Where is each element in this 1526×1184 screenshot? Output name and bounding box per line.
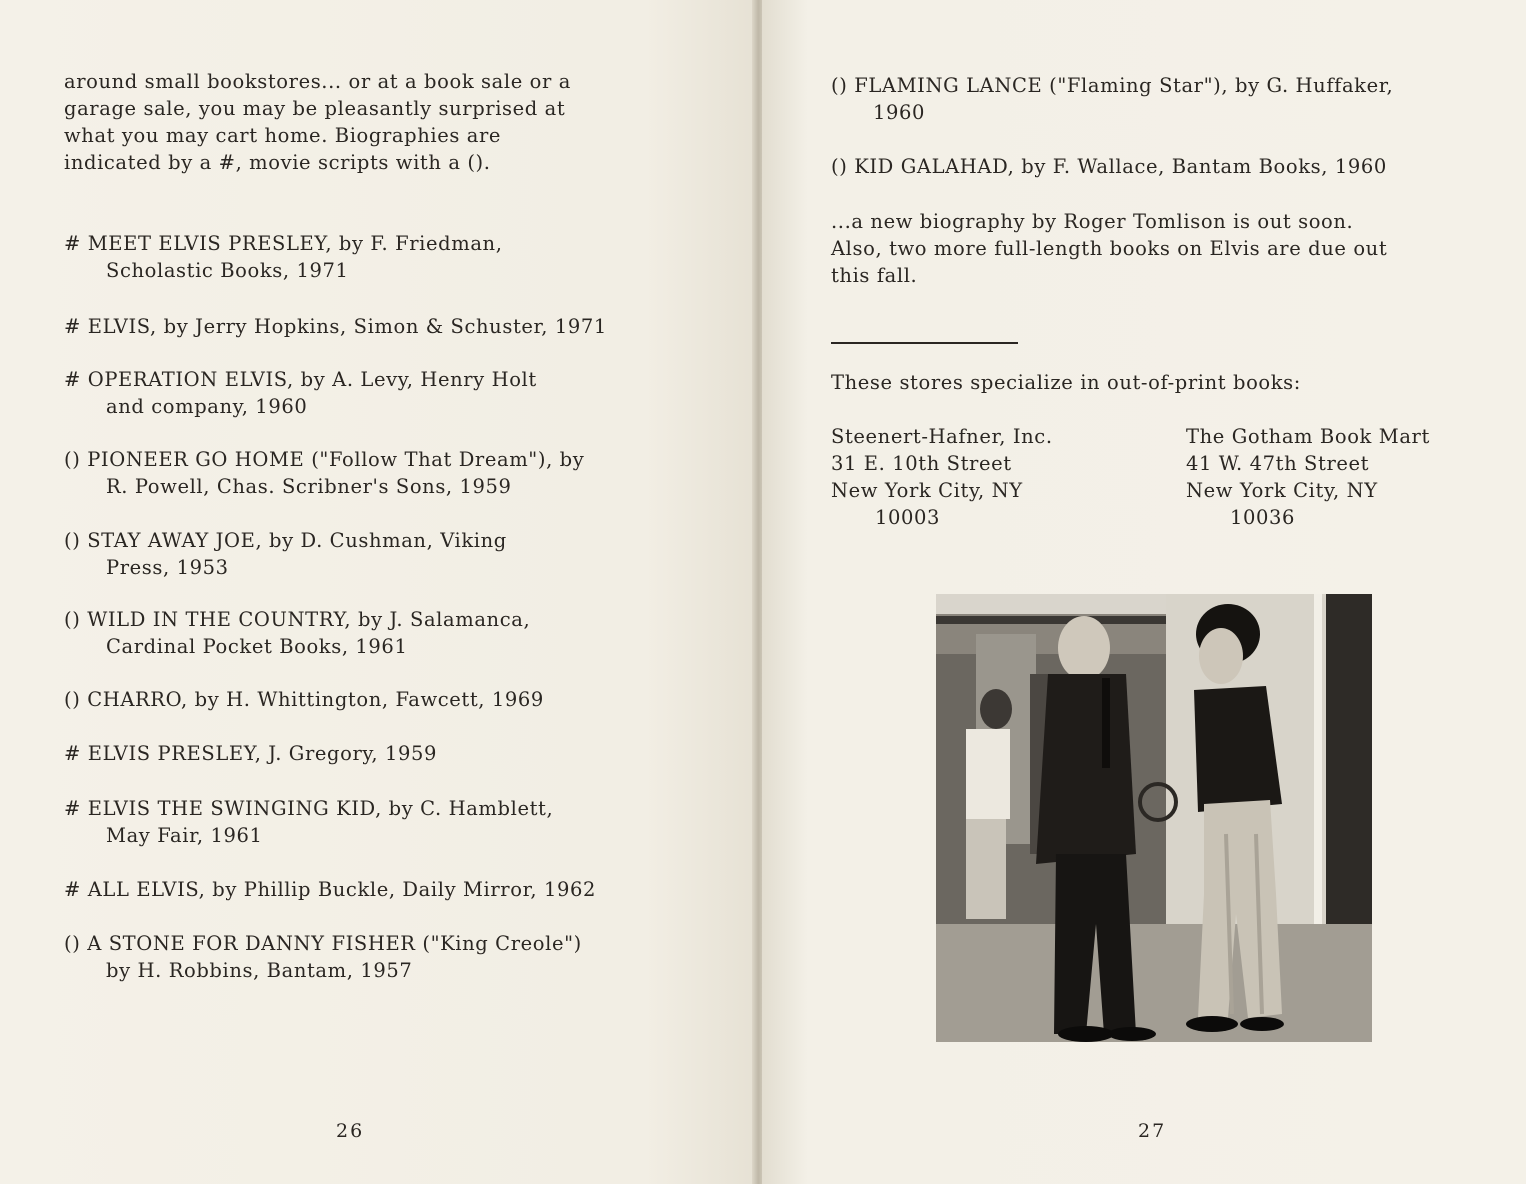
entry-title-line: # ELVIS THE SWINGING KID, by C. Hamblett,: [64, 797, 554, 820]
store-street: 41 W. 47th Street: [1186, 452, 1370, 475]
store-city: New York City, NY: [1186, 479, 1378, 502]
note-line: ...a new biography by Roger Tomlison is out soon.: [831, 210, 1354, 233]
store-name: The Gotham Book Mart: [1186, 425, 1430, 448]
entry-detail-line: by H. Robbins, Bantam, 1957: [106, 959, 413, 982]
photograph: [936, 594, 1372, 1042]
note-line: this fall.: [831, 264, 918, 287]
left-page: [0, 0, 758, 1184]
entry-detail-line: R. Powell, Chas. Scribner's Sons, 1959: [106, 475, 512, 498]
book-entry: [64, 930, 582, 984]
photograph-image: [936, 594, 1372, 1042]
intro-line: what you may cart home. Biographies are: [64, 124, 502, 147]
entry-title-line: () PIONEER GO HOME ("Follow That Dream"), by: [64, 448, 585, 471]
book-entry: [64, 527, 507, 581]
store-zip: 10036: [1230, 506, 1296, 529]
book-entry: [64, 606, 530, 660]
note-paragraph: [831, 208, 1387, 289]
book-entry: [831, 153, 1387, 180]
entry-title-line: () FLAMING LANCE ("Flaming Star"), by G. Huffaker,: [831, 74, 1394, 97]
entry-detail-line: 1960: [873, 101, 926, 124]
book-entry: [64, 876, 596, 903]
store-zip: 10003: [875, 506, 941, 529]
book-entry: [64, 795, 553, 849]
book-entry: [64, 686, 544, 713]
intro-line: indicated by a #, movie scripts with a ().: [64, 151, 491, 174]
entry-title-line: () CHARRO, by H. Whittington, Fawcett, 1969: [64, 688, 544, 711]
book-entry: [64, 313, 607, 340]
entry-title-line: () WILD IN THE COUNTRY, by J. Salamanca,: [64, 608, 531, 631]
entry-title-line: () STAY AWAY JOE, by D. Cushman, Viking: [64, 529, 507, 552]
entry-title-line: # OPERATION ELVIS, by A. Levy, Henry Holt: [64, 368, 537, 391]
intro-line: around small bookstores... or at a book sale or a: [64, 70, 571, 93]
book-entry: [64, 740, 437, 767]
entry-title-line: # MEET ELVIS PRESLEY, by F. Friedman,: [64, 232, 503, 255]
store-address: [831, 423, 1053, 531]
intro-line: garage sale, you may be pleasantly surprised at: [64, 97, 566, 120]
entry-title-line: # ELVIS, by Jerry Hopkins, Simon & Schuster, 1971: [64, 315, 607, 338]
stores-heading: These stores specialize in out-of-print books:: [831, 371, 1301, 394]
entry-title-line: () KID GALAHAD, by F. Wallace, Bantam Books, 1960: [831, 155, 1387, 178]
book-entry: [64, 230, 503, 284]
entry-title-line: () A STONE FOR DANNY FISHER ("King Creole"): [64, 932, 582, 955]
page-number: 27: [1138, 1120, 1167, 1142]
store-name: Steenert-Hafner, Inc.: [831, 425, 1053, 448]
store-city: New York City, NY: [831, 479, 1023, 502]
book-entry: [64, 366, 537, 420]
intro-paragraph: [64, 68, 684, 176]
entry-detail-line: May Fair, 1961: [106, 824, 263, 847]
entry-title-line: # ELVIS PRESLEY, J. Gregory, 1959: [64, 742, 438, 765]
page-number: 26: [336, 1120, 365, 1142]
note-line: Also, two more full-length books on Elvis are due out: [831, 237, 1388, 260]
entry-title-line: # ALL ELVIS, by Phillip Buckle, Daily Mirror, 1962: [64, 878, 596, 901]
entry-detail-line: Scholastic Books, 1971: [106, 259, 349, 282]
entry-detail-line: Cardinal Pocket Books, 1961: [106, 635, 408, 658]
entry-detail-line: and company, 1960: [106, 395, 308, 418]
book-entry: [831, 72, 1393, 126]
store-address: [1186, 423, 1430, 531]
entry-detail-line: Press, 1953: [106, 556, 229, 579]
book-entry: [64, 446, 584, 500]
store-street: 31 E. 10th Street: [831, 452, 1012, 475]
section-divider: [831, 342, 1018, 344]
